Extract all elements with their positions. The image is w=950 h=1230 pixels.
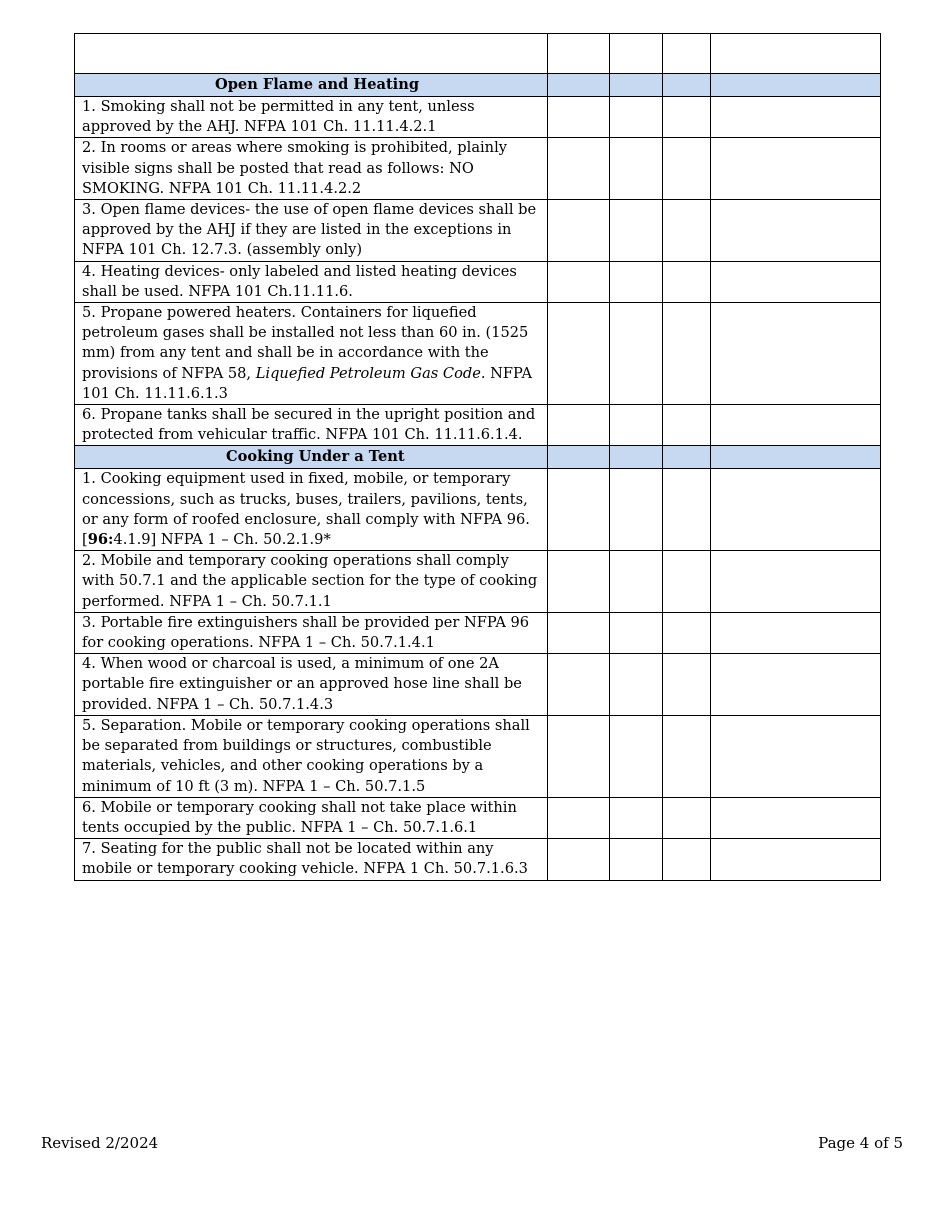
requirement-text <box>75 303 548 405</box>
answer-cell-col-2[interactable] <box>548 303 610 405</box>
checklist-row <box>75 797 881 838</box>
answer-cell-col-4[interactable] <box>663 797 711 838</box>
checklist-row <box>75 715 881 797</box>
section-title-cell <box>75 74 548 97</box>
answer-cell-col-2[interactable] <box>548 261 610 302</box>
comments-cell[interactable] <box>711 138 881 200</box>
answer-cell-col-2[interactable] <box>548 612 610 653</box>
section-header-row <box>75 74 881 97</box>
header-cell-col-4 <box>663 34 711 74</box>
requirement-text-tail: 4.1.9] NFPA 1 – Ch. 50.2.1.9* <box>113 531 331 549</box>
answer-cell-col-2[interactable] <box>548 200 610 262</box>
section-header-row <box>75 446 881 469</box>
checklist-row <box>75 261 881 302</box>
section-title-cell <box>75 446 548 469</box>
section-title: Cooking Under a Tent <box>226 448 405 466</box>
section-filler-cell <box>711 74 881 97</box>
answer-cell-col-4[interactable] <box>663 612 711 653</box>
checklist-row <box>75 138 881 200</box>
comments-cell[interactable] <box>711 303 881 405</box>
comments-cell[interactable] <box>711 405 881 446</box>
section-filler-cell <box>610 74 663 97</box>
answer-cell-col-2[interactable] <box>548 654 610 716</box>
answer-cell-col-3[interactable] <box>610 138 663 200</box>
answer-cell-col-4[interactable] <box>663 469 711 551</box>
section-filler-cell <box>548 446 610 469</box>
answer-cell-col-4[interactable] <box>663 839 711 880</box>
answer-cell-col-3[interactable] <box>610 612 663 653</box>
section-filler-cell <box>711 446 881 469</box>
requirement-text-main: 4. Heating devices- only labeled and listed heating devices shall be used. NFPA 101 Ch.11.11.6. <box>82 262 517 300</box>
answer-cell-col-3[interactable] <box>610 261 663 302</box>
requirement-text-tail: NFPA 101 Ch. 11.11.6.1.3 <box>82 364 533 402</box>
answer-cell-col-2[interactable] <box>548 715 610 797</box>
requirement-text <box>75 839 548 880</box>
checklist-row <box>75 551 881 613</box>
section-filler-cell <box>610 446 663 469</box>
requirement-text-main: 3. Portable fire extinguishers shall be provided per NFPA 96 for cooking operations. NFPA 1 – Ch. 50.7.1.4.1 <box>82 613 530 652</box>
answer-cell-col-4[interactable] <box>663 551 711 613</box>
requirement-text <box>75 469 548 551</box>
requirement-text-main: 7. Seating for the public shall not be located within any mobile or temporary cooking vehicle. NFPA 1 Ch. 50.7.1.6.3 <box>82 840 528 878</box>
answer-cell-col-3[interactable] <box>610 469 663 551</box>
answer-cell-col-2[interactable] <box>548 469 610 551</box>
checklist-row <box>75 654 881 716</box>
requirement-text-main: 5. Separation. Mobile or temporary cooking operations shall be separated from buildings or structures, combustible materials, vehicles, and other cooking operations by a minimum of 10 ft (3 m). NFPA 1 – Ch. 50.7.1.5 <box>82 716 530 795</box>
answer-cell-col-2[interactable] <box>548 839 610 880</box>
answer-cell-col-4[interactable] <box>663 715 711 797</box>
requirement-text <box>75 654 548 716</box>
answer-cell-col-3[interactable] <box>610 97 663 138</box>
requirement-text-main: 1. Smoking shall not be permitted in any tent, unless approved by the AHJ. NFPA 101 Ch. 11.11.4.2.1 <box>82 98 475 136</box>
requirement-text <box>75 551 548 613</box>
comments-cell[interactable] <box>711 551 881 613</box>
section-title: Open Flame and Heating <box>215 76 420 93</box>
answer-cell-col-4[interactable] <box>663 200 711 262</box>
section-filler-cell <box>548 74 610 97</box>
answer-cell-col-2[interactable] <box>548 138 610 200</box>
answer-cell-col-3[interactable] <box>610 551 663 613</box>
requirement-text <box>75 715 548 797</box>
page-number: Page 4 of 5 <box>818 1134 903 1152</box>
checklist-row <box>75 97 881 138</box>
requirement-text-main: 2. Mobile and temporary cooking operations shall comply with 50.7.1 and the applicable section for the type of cooking performed. NFPA 1 – Ch. 50.7.1.1 <box>82 552 538 610</box>
requirement-text-main: 2. In rooms or areas where smoking is prohibited, plainly visible signs shall be posted that read as follows: NO SMOKING. NFPA 101 Ch. 11.11.4.2.2 <box>82 139 507 197</box>
comments-cell[interactable] <box>711 469 881 551</box>
requirement-text <box>75 797 548 838</box>
header-cell-col-2 <box>548 34 610 74</box>
table-header-row <box>75 34 881 74</box>
answer-cell-col-4[interactable] <box>663 405 711 446</box>
answer-cell-col-4[interactable] <box>663 261 711 302</box>
revision-date: Revised 2/2024 <box>41 1134 159 1152</box>
answer-cell-col-2[interactable] <box>548 405 610 446</box>
checklist-row <box>75 200 881 262</box>
comments-cell[interactable] <box>711 839 881 880</box>
answer-cell-col-2[interactable] <box>548 797 610 838</box>
answer-cell-col-3[interactable] <box>610 405 663 446</box>
answer-cell-col-4[interactable] <box>663 303 711 405</box>
comments-cell[interactable] <box>711 200 881 262</box>
requirement-text-main: 4. When wood or charcoal is used, a minimum of one 2A portable fire extinguisher or an approved hose line shall be provided. NFPA 1 – Ch. 50.7.1.4.3 <box>82 655 522 713</box>
header-cell-col-3 <box>610 34 663 74</box>
requirement-text-italic: Liquefied Petroleum Gas Code. <box>255 364 486 382</box>
answer-cell-col-2[interactable] <box>548 551 610 613</box>
answer-cell-col-4[interactable] <box>663 138 711 200</box>
answer-cell-col-4[interactable] <box>663 97 711 138</box>
answer-cell-col-3[interactable] <box>610 839 663 880</box>
inspection-checklist-table <box>74 33 881 881</box>
requirement-text <box>75 97 548 138</box>
comments-cell[interactable] <box>711 715 881 797</box>
comments-cell[interactable] <box>711 97 881 138</box>
header-cell-item <box>75 34 548 74</box>
answer-cell-col-3[interactable] <box>610 715 663 797</box>
section-filler-cell <box>663 446 711 469</box>
requirement-text-main: 1. Cooking equipment used in fixed, mobile, or temporary concessions, such as trucks, buses, trailers, pavilions, tents, or any form of roofed enclosure, shall comply with NFPA 96. [ <box>82 470 530 549</box>
checklist-row <box>75 612 881 653</box>
header-cell-comments <box>711 34 881 74</box>
comments-cell[interactable] <box>711 261 881 302</box>
requirement-text <box>75 200 548 262</box>
checklist-row <box>75 303 881 405</box>
checklist-row <box>75 469 881 551</box>
answer-cell-col-3[interactable] <box>610 654 663 716</box>
requirement-text-main: 3. Open flame devices- the use of open flame devices shall be approved by the AHJ if they are listed in the exceptions in NFPA 101 Ch. 12.7.3. (assembly only) <box>82 201 537 259</box>
requirement-text-bold: 96: <box>87 531 114 549</box>
answer-cell-col-3[interactable] <box>610 797 663 838</box>
requirement-text-main: 6. Propane tanks shall be secured in the upright position and protected from vehicular traffic. NFPA 101 Ch. 11.11.6.1.4. <box>82 406 536 444</box>
answer-cell-col-2[interactable] <box>548 97 610 138</box>
answer-cell-col-3[interactable] <box>610 303 663 405</box>
answer-cell-col-3[interactable] <box>610 200 663 262</box>
answer-cell-col-4[interactable] <box>663 654 711 716</box>
requirement-text <box>75 138 548 200</box>
requirement-text-main: 6. Mobile or temporary cooking shall not take place within tents occupied by the public. NFPA 1 – Ch. 50.7.1.6.1 <box>82 798 517 836</box>
requirement-text <box>75 261 548 302</box>
checklist-row <box>75 405 881 446</box>
requirement-text-main: 5. Propane powered heaters. Containers for liquefied petroleum gases shall be installed not less than 60 in. (1525 mm) from any tent and shall be in accordance with the provisions of NFPA 58, <box>82 304 529 382</box>
requirement-text <box>75 405 548 446</box>
comments-cell[interactable] <box>711 797 881 838</box>
requirement-text <box>75 612 548 653</box>
comments-cell[interactable] <box>711 654 881 716</box>
comments-cell[interactable] <box>711 612 881 653</box>
section-filler-cell <box>663 74 711 97</box>
checklist-row <box>75 839 881 880</box>
